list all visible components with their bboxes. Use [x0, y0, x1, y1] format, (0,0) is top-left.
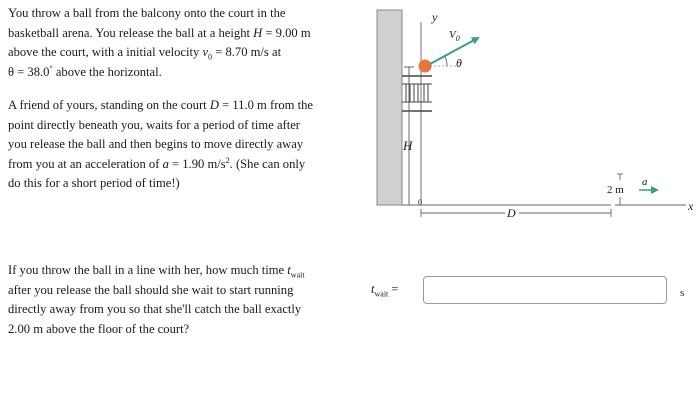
var-d: D [209, 98, 219, 112]
distance-dimension [421, 209, 611, 217]
var-v-sub: 0 [208, 52, 213, 62]
x-axis-label: x [688, 199, 694, 213]
p2-line-3: you release the ball and then begins to move directly away [8, 137, 304, 152]
angle-value: θ = 38.0 [8, 64, 50, 79]
velocity-arrow [430, 38, 478, 64]
v0-label-sub: 0 [455, 34, 460, 43]
p1-line-1: You throw a ball from the balcony onto the court in the [8, 6, 286, 20]
acceleration-label: a [642, 176, 648, 188]
var-a: a [162, 156, 169, 171]
p2-line-4-rest: . (She can only [229, 156, 306, 171]
p2-line-4-text: from you at an acceleration of [8, 156, 163, 171]
p3-line-3: directly away from you so that she'll catch the ball exactly [8, 302, 302, 317]
answer-equals: = [388, 282, 399, 296]
building-wall [377, 10, 402, 205]
p2-line-2: point directly beneath you, waits for a period of time after [8, 117, 301, 132]
degree-sign: ° [49, 63, 53, 73]
var-h: H [253, 25, 263, 40]
acceleration-value: = 1.90 m/s [168, 156, 226, 171]
answer-label [371, 282, 399, 297]
theta-label: θ [456, 56, 462, 70]
p3-line-4: 2.00 m above the floor of the court? [8, 321, 190, 336]
distance-value: = 11.0 m from the [218, 98, 314, 112]
p1-line-2-text: basketball arena. You release the ball at a height [8, 25, 254, 40]
p2-line-5: do this for a short period of time!) [8, 176, 180, 191]
ball [419, 60, 432, 73]
answer-var-sub: wait [374, 289, 389, 299]
p3-line-1-text: If you throw the ball in a line with her, how much time [8, 263, 288, 277]
squared-sign: 2 [225, 155, 230, 165]
y-axis-label: y [432, 10, 438, 24]
answer-input[interactable] [423, 276, 667, 304]
v0-label-main: V [449, 29, 456, 41]
p1-line-3-text: above the court, with a initial velocity [8, 45, 203, 60]
balcony-railing [402, 76, 432, 111]
var-t: t [287, 263, 291, 277]
p2-line-1-text: A friend of yours, standing on the court [8, 98, 210, 112]
angle-arc [445, 57, 447, 66]
answer-var-t: t [371, 282, 375, 296]
v0-label [449, 29, 460, 43]
var-v: v [202, 45, 209, 60]
catch-height-label: 2 m [607, 184, 624, 196]
height-label: H [403, 138, 413, 153]
answer-unit: s [680, 287, 685, 299]
distance-label: D [507, 206, 516, 220]
p1-line-4-text: above the horizontal. [52, 64, 162, 79]
velocity-value: = 8.70 m/s at [212, 45, 282, 60]
origin-label: 0 [418, 198, 422, 207]
height-value: = 9.00 m [262, 25, 311, 40]
p3-line-2: after you release the ball should she wait to start running [8, 282, 294, 297]
var-t-sub: wait [290, 270, 305, 280]
